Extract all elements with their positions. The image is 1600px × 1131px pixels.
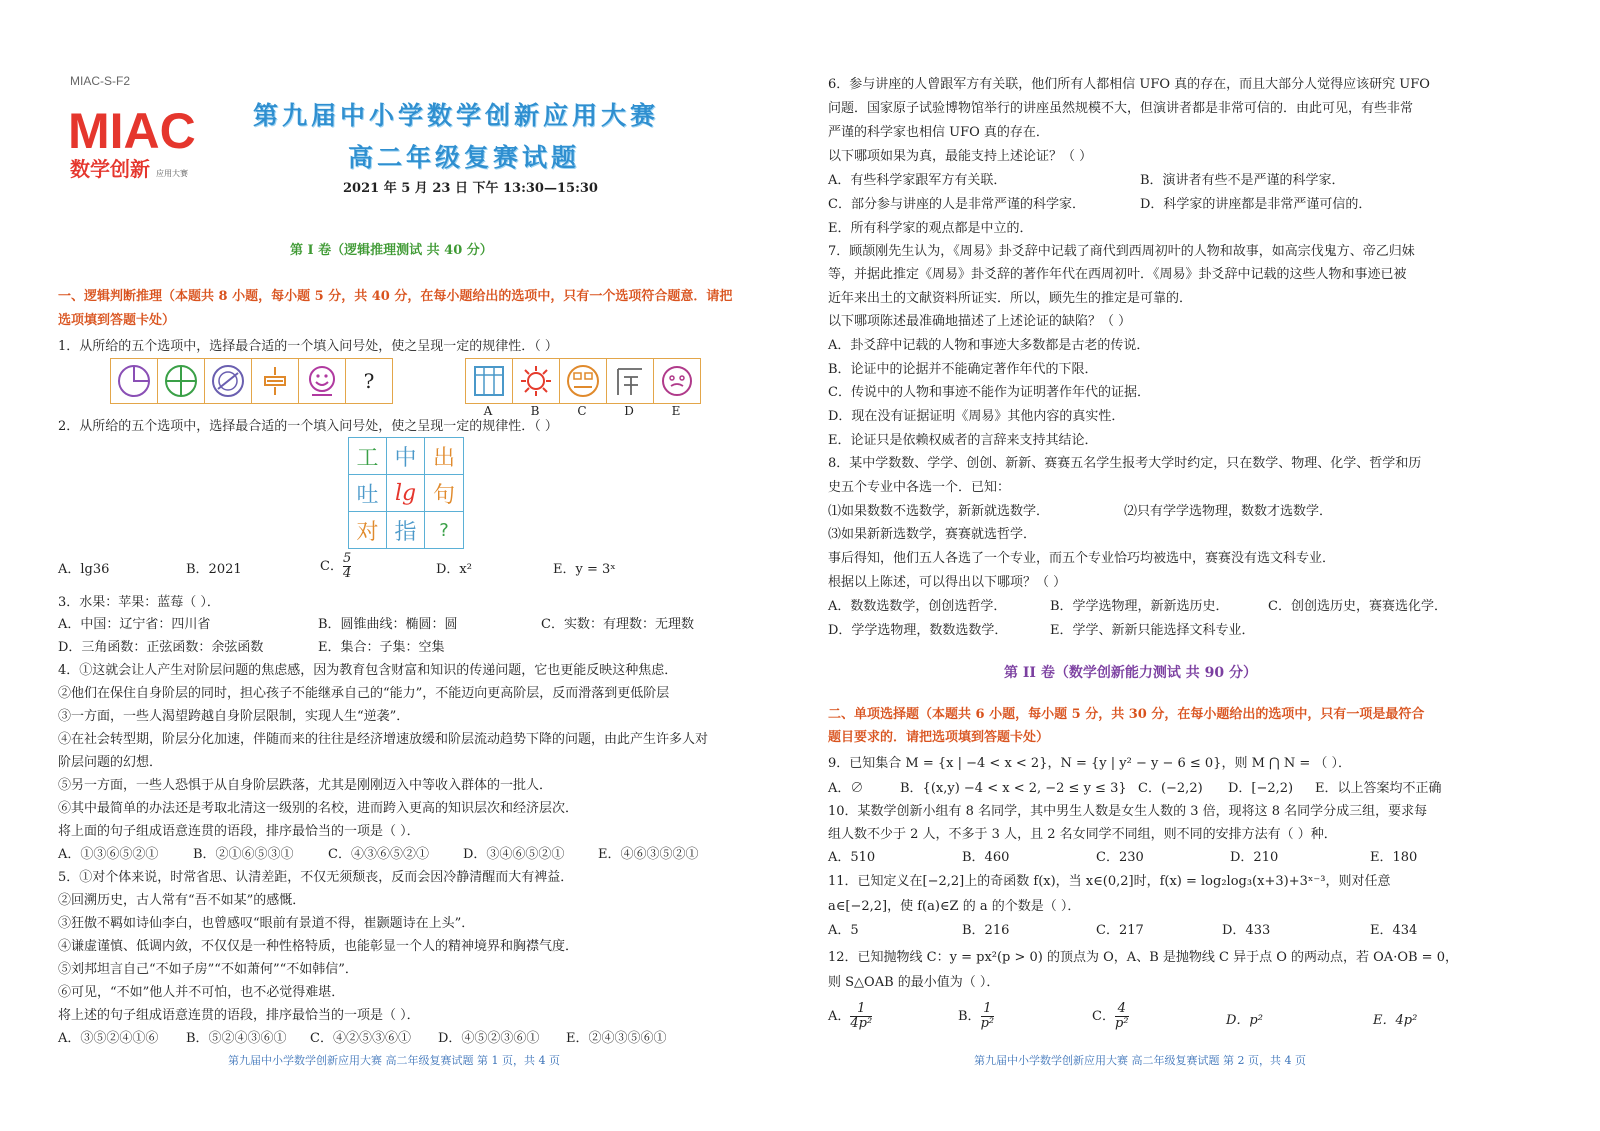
q10-line-2: 组人数不少于 2 人，不多于 3 人，且 2 名女同学不同组，则不同的安排方法有（ ）种． — [828, 827, 1337, 842]
q1-figure-3 — [205, 359, 252, 403]
q9-option-e: E．以上答案均不正确 — [1315, 781, 1442, 796]
q4-prompt: 将上面的句子组成语意连贯的语段，排序最恰当的一项是（ ）． — [58, 824, 420, 839]
q10-option-c: C．230 — [1096, 850, 1144, 865]
q2-option-d: D．x² — [436, 562, 472, 577]
q5-option-e: E．②④③⑤⑥① — [566, 1031, 667, 1046]
q8-option-c: C．创创选历史，赛赛选化学． — [1268, 599, 1447, 614]
q10-line-1: 10．某数学创新小组有 8 名同学，其中男生人数是女生人数的 3 倍，现将这 8 名同学分成三组，要求每 — [828, 804, 1428, 819]
q1-option-b-figure[interactable] — [513, 359, 560, 403]
q5-sentence-1: 5．①对个体来说，时常省思、认清差距，不仅无须颓丧，反而会因冷静清醒而大有裨益． — [58, 870, 574, 885]
q7-line-2: 等，并据此推定《周易》卦爻辞的著作年代在西周初叶．《周易》卦爻辞中记载的这些人物和事迹已被 — [828, 267, 1407, 282]
q8-condition-2: ⑵只有学学选物理，数数才选数学． — [1124, 504, 1333, 519]
q2-character-grid — [348, 437, 464, 549]
q6-line-2: 问题．国家原子试验博物馆举行的讲座虽然规模不大，但演讲者都是非常可信的．由此可见，有些非常 — [828, 101, 1414, 116]
q2-cell: 句 — [425, 475, 463, 512]
q11-option-b: B．216 — [962, 923, 1010, 938]
q10-option-e: E．180 — [1370, 850, 1418, 865]
q8-line-3: 事后得知，他们五人各选了一个专业，而五个专业恰巧均被选中，赛赛没有选文科专业． — [828, 551, 1336, 566]
q9-option-d: D．[−2,2) — [1228, 781, 1294, 796]
question-3: 3．水果：苹果：蓝莓（ ）． — [58, 595, 220, 610]
q4-sentence-3: ③一方面，一些人渴望跨越自身阶层限制，实现人生“逆袭”． — [58, 709, 410, 724]
q3-option-c: C．实数：有理数：无理数 — [541, 617, 694, 632]
q3-option-e: E．集合：子集：空集 — [318, 640, 445, 655]
q11-option-e: E．434 — [1370, 923, 1418, 938]
q11-option-d: D．433 — [1222, 923, 1271, 938]
q3-option-b: B．圆锥曲线：椭圆：圆 — [318, 617, 458, 632]
q1-label-c: C — [577, 404, 587, 418]
q1-figure-2 — [158, 359, 205, 403]
q4-option-d: D．③④⑥⑤②① — [463, 847, 565, 862]
miac-logo — [66, 98, 196, 188]
q1-figure-1 — [111, 359, 158, 403]
q1-option-a-figure[interactable] — [466, 359, 513, 403]
q9-option-c: C．(−2,2) — [1138, 781, 1203, 796]
q5-sentence-6: ⑥可见，“不如”他人并不可怕，也不必觉得难堪． — [58, 985, 345, 1000]
q4-sentence-4-cont: 阶层问题的幻想． — [58, 755, 163, 770]
q2-option-a: A．lg36 — [58, 562, 110, 577]
q8-option-d: D．学学选物理，数数选数学． — [828, 623, 1008, 638]
q1-figure-5 — [299, 359, 346, 403]
q8-prompt: 根据以上陈述，可以得出以下哪项？（ ） — [828, 575, 1067, 590]
page-left — [58, 0, 778, 1131]
q11-line-2: a∈[−2,2]，使 f(a)∈Z 的 a 的个数是（ ）． — [828, 899, 1081, 914]
q6-option-e: E．所有科学家的观点都是中立的． — [828, 221, 1033, 236]
q11-option-a: A．5 — [828, 923, 859, 938]
q2-cell: 出 — [425, 438, 463, 475]
q4-option-b: B．②①⑥⑤③① — [193, 847, 294, 862]
question-1: 1．从所给的五个选项中，选择最合适的一个填入问号处，使之呈现一定的规律性．（ ） — [58, 339, 558, 354]
q12-line-2: 则 S△OAB 的最小值为（ ）． — [828, 975, 1000, 990]
q1-option-c-figure[interactable] — [560, 359, 607, 403]
q6-option-b: B．演讲者有些不是严谨的科学家． — [1140, 173, 1345, 188]
q4-sentence-4: ④在社会转型期，阶层分化加速，伴随而来的往往是经济增速放缓和阶层流动趋势下降的问题，由此产生许多人对 — [58, 732, 709, 747]
q7-prompt: 以下哪项陈述最准确地描述了上述论证的缺陷？（ ） — [828, 314, 1132, 329]
q7-option-e: E．论证只是依赖权威者的言辞来支持其结论． — [828, 433, 1098, 448]
q4-option-c: C．④③⑥⑤②① — [328, 847, 429, 862]
q12-option-e: E．4p² — [1373, 1013, 1418, 1028]
q7-option-c: C．传说中的人物和事迹不能作为证明著作年代的证据． — [828, 385, 1150, 400]
q12-option-d: D．p² — [1226, 1013, 1263, 1028]
q12-line-1: 12．已知抛物线 C：y = px²(p > 0) 的顶点为 O，A、B 是抛物线 C 异于点 O 的两动点，若 OA·OB = 0， — [828, 950, 1458, 965]
q4-sentence-1: 4．①这就会让人产生对阶层问题的焦虑感，因为教育包含财富和知识的传递问题，它也更能反映这种焦虑． — [58, 663, 678, 678]
page-right — [828, 0, 1508, 1131]
part-2-instructions-cont: 题目要求的．请把选项填到答题卡处） — [828, 730, 1050, 745]
q1-option-d-figure[interactable] — [607, 359, 654, 403]
q1-figure-question: ? — [363, 369, 375, 393]
q1-label-b: B — [530, 404, 540, 418]
q5-option-c: C．④②⑤③⑥① — [310, 1031, 411, 1046]
q8-condition-3: ⑶如果新新选数学，赛赛就选哲学． — [828, 527, 1037, 542]
q2-option-b: B．2021 — [186, 562, 242, 577]
q3-option-d: D．三角函数：正弦函数：余弦函数 — [58, 640, 264, 655]
q1-figure-4 — [252, 359, 299, 403]
q11-line-1: 11．已知定义在[−2,2]上的奇函数 f(x)，当 x∈(0,2]时，f(x) = log₂log₃(x+3)+3ˣ⁻³，则对任意 — [828, 874, 1391, 889]
q2-cell: ? — [439, 519, 449, 541]
q2-cell: 对 — [349, 512, 387, 548]
q2-option-c-fraction: $\frac{5}{4}$ — [342, 551, 352, 581]
q6-option-a: A．有些科学家跟军方有关联． — [828, 173, 1007, 188]
q4-sentence-2: ②他们在保住自身阶层的同时，担心孩子不能继承自己的“能力”，不能迈向更高阶层，反而滑落到更低阶层 — [58, 686, 670, 701]
q2-option-c: C． $\frac{5}{4}$ — [320, 551, 352, 581]
q12-option-b: B． $\frac{1}{\text{p²}}$ — [958, 1001, 995, 1031]
q2-cell: 工 — [349, 438, 387, 475]
q1-answer-figures — [465, 358, 701, 404]
q5-sentence-3: ③狂傲不羁如诗仙李白，也曾感叹“眼前有景道不得，崔颢题诗在上头”． — [58, 916, 475, 931]
q6-prompt: 以下哪项如果为真，最能支持上述论证？（ ） — [828, 149, 1093, 164]
q10-option-a: A．510 — [828, 850, 876, 865]
q5-prompt: 将上述的句子组成语意连贯的语段，排序最恰当的一项是（ ）． — [58, 1008, 420, 1023]
q9-option-a: A．∅ — [828, 781, 864, 796]
q8-line-1: 8．某中学数数、学学、创创、新新、赛赛五名学生报考大学时约定，只在数学、物理、化学、哲学和历 — [828, 456, 1422, 471]
exam-date: 2021 年 5 月 23 日 下午 13:30—15:30 — [343, 181, 598, 196]
q12-option-c-fraction: $\frac{4}{\text{p²}}$ — [1114, 1001, 1129, 1031]
part-1-instructions: 一、逻辑判断推理（本题共 8 小题，每小题 5 分，共 40 分，在每小题给出的选项中，只有一个选项符合题意．请把 — [58, 289, 733, 304]
q1-label-e: E — [671, 404, 681, 418]
q5-option-a: A．③⑤②④①⑥ — [58, 1031, 159, 1046]
q2-cell: 指 — [387, 512, 425, 548]
q8-option-b: B．学学选物理，新新选历史． — [1050, 599, 1229, 614]
q8-option-e: E．学学、新新只能选择文科专业． — [1050, 623, 1255, 638]
question-9: 9．已知集合 M = {x | −4 < x < 2}，N = {y | y² − y − 6 ≤ 0}，则 M ⋂ N = （ ）． — [828, 756, 1351, 771]
q4-sentence-5: ⑤另一方面，一些人恐惧于从自身阶层跌落，尤其是刚刚迈入中等收入群体的一批人． — [58, 778, 553, 793]
q1-sequence-figures — [110, 358, 393, 404]
q7-option-b: B．论证中的论据并不能确定著作年代的下限． — [828, 362, 1098, 377]
q5-option-d: D．④⑤②③⑥① — [438, 1031, 540, 1046]
q8-option-a: A．数数选数学，创创选哲学． — [828, 599, 1007, 614]
q4-option-e: E．④⑥③⑤②① — [598, 847, 699, 862]
q4-option-a: A．①③⑥⑤②① — [58, 847, 159, 862]
section-1-heading: 第 I 卷（逻辑推理测试 共 40 分） — [290, 243, 493, 258]
q2-cell: 中 — [387, 438, 425, 475]
q11-option-c: C．217 — [1096, 923, 1144, 938]
q6-option-c: C．部分参与讲座的人是非常严谨的科学家． — [828, 197, 1085, 212]
q2-cell: 吐 — [349, 475, 387, 512]
miac-logo-graphic — [66, 98, 196, 188]
contest-title: 第九届中小学数学创新应用大赛 — [253, 101, 660, 130]
page-2-footer: 第九届中小学数学创新应用大赛 高二年级复赛试题 第 2 页，共 4 页 — [974, 1054, 1306, 1067]
q6-line-3: 严谨的科学家也相信 UFO 真的存在． — [828, 125, 1049, 140]
q8-condition-1: ⑴如果数数不选数学，新新就选数学． — [828, 504, 1050, 519]
q6-line-1: 6．参与讲座的人曾跟军方有关联，他们所有人都相信 UFO 真的存在，而且大部分人觉得应该研究 UFO — [828, 77, 1430, 92]
q5-option-b: B．⑤②④③⑥① — [186, 1031, 287, 1046]
q9-option-b: B．{(x,y) −4 < x < 2, −2 ≤ y ≤ 3} — [900, 781, 1127, 796]
q2-option-e: E．y = 3ˣ — [553, 562, 616, 577]
svg-text:数学创新: 数学创新 — [70, 157, 150, 181]
q5-sentence-5: ⑤刘邦坦言自己“不如子房”“不如萧何”“不如韩信”． — [58, 962, 358, 977]
section-2-heading: 第 II 卷（数学创新能力测试 共 90 分） — [1004, 665, 1257, 681]
q4-sentence-6: ⑥其中最简单的办法还是考取北清这一级别的名校，进而跨入更高的知识层次和经济层次． — [58, 801, 579, 816]
q7-option-d: D．现在没有证据证明《周易》其他内容的真实性． — [828, 409, 1125, 424]
q12-option-a: A． $\frac{1}{\text{4p²}}$ — [828, 1001, 873, 1031]
part-1-instructions-cont: 选项填到答题卡处） — [58, 313, 176, 328]
q7-option-a: A．卦爻辞中记载的人物和事迹大多数都是古老的传说． — [828, 338, 1150, 353]
svg-text:应用大赛: 应用大赛 — [156, 169, 188, 178]
q12-option-a-fraction: $\frac{1}{\text{4p²}}$ — [850, 1001, 873, 1031]
exam-title: 高二年级复赛试题 — [348, 143, 581, 172]
q5-sentence-4: ④谦虚谨慎、低调内敛，不仅仅是一种性格特质，也能彰显一个人的精神境界和胸襟气度． — [58, 939, 579, 954]
part-2-instructions: 二、单项选择题（本题共 6 小题，每小题 5 分，共 30 分，在每小题给出的选项中，只有一项是最符合 — [828, 707, 1425, 722]
q3-option-a: A．中国：辽宁省：四川省 — [58, 617, 211, 632]
svg-text:MIAC: MIAC — [68, 103, 196, 159]
q5-sentence-2: ②回溯历史，古人常有“吾不如某”的感慨． — [58, 893, 306, 908]
q1-label-a: A — [483, 404, 493, 418]
q7-line-1: 7．顾颉刚先生认为，《周易》卦爻辞中记载了商代到西周初叶的人物和故事，如高宗伐鬼方、帝乙归妹 — [828, 244, 1415, 259]
q12-option-b-fraction: $\frac{1}{\text{p²}}$ — [980, 1001, 995, 1031]
q6-option-d: D．科学家的讲座都是非常严谨可信的． — [1140, 197, 1372, 212]
q12-option-c: C． $\frac{4}{\text{p²}}$ — [1092, 1001, 1129, 1031]
q1-label-d: D — [624, 404, 634, 418]
q1-option-e-figure[interactable] — [654, 359, 700, 403]
doc-code: MIAC-S-F2 — [70, 74, 130, 88]
q7-line-3: 近年来出土的文献资料所证实．所以，顾先生的推定是可靠的． — [828, 291, 1193, 306]
q8-line-2: 史五个专业中各选一个．已知： — [828, 480, 1011, 495]
page-1-footer: 第九届中小学数学创新应用大赛 高二年级复赛试题 第 1 页，共 4 页 — [228, 1054, 560, 1067]
question-2: 2．从所给的五个选项中，选择最合适的一个填入问号处，使之呈现一定的规律性．（ ） — [58, 419, 558, 434]
q2-cell: lg — [387, 475, 425, 512]
q10-option-d: D．210 — [1230, 850, 1279, 865]
q10-option-b: B．460 — [962, 850, 1010, 865]
